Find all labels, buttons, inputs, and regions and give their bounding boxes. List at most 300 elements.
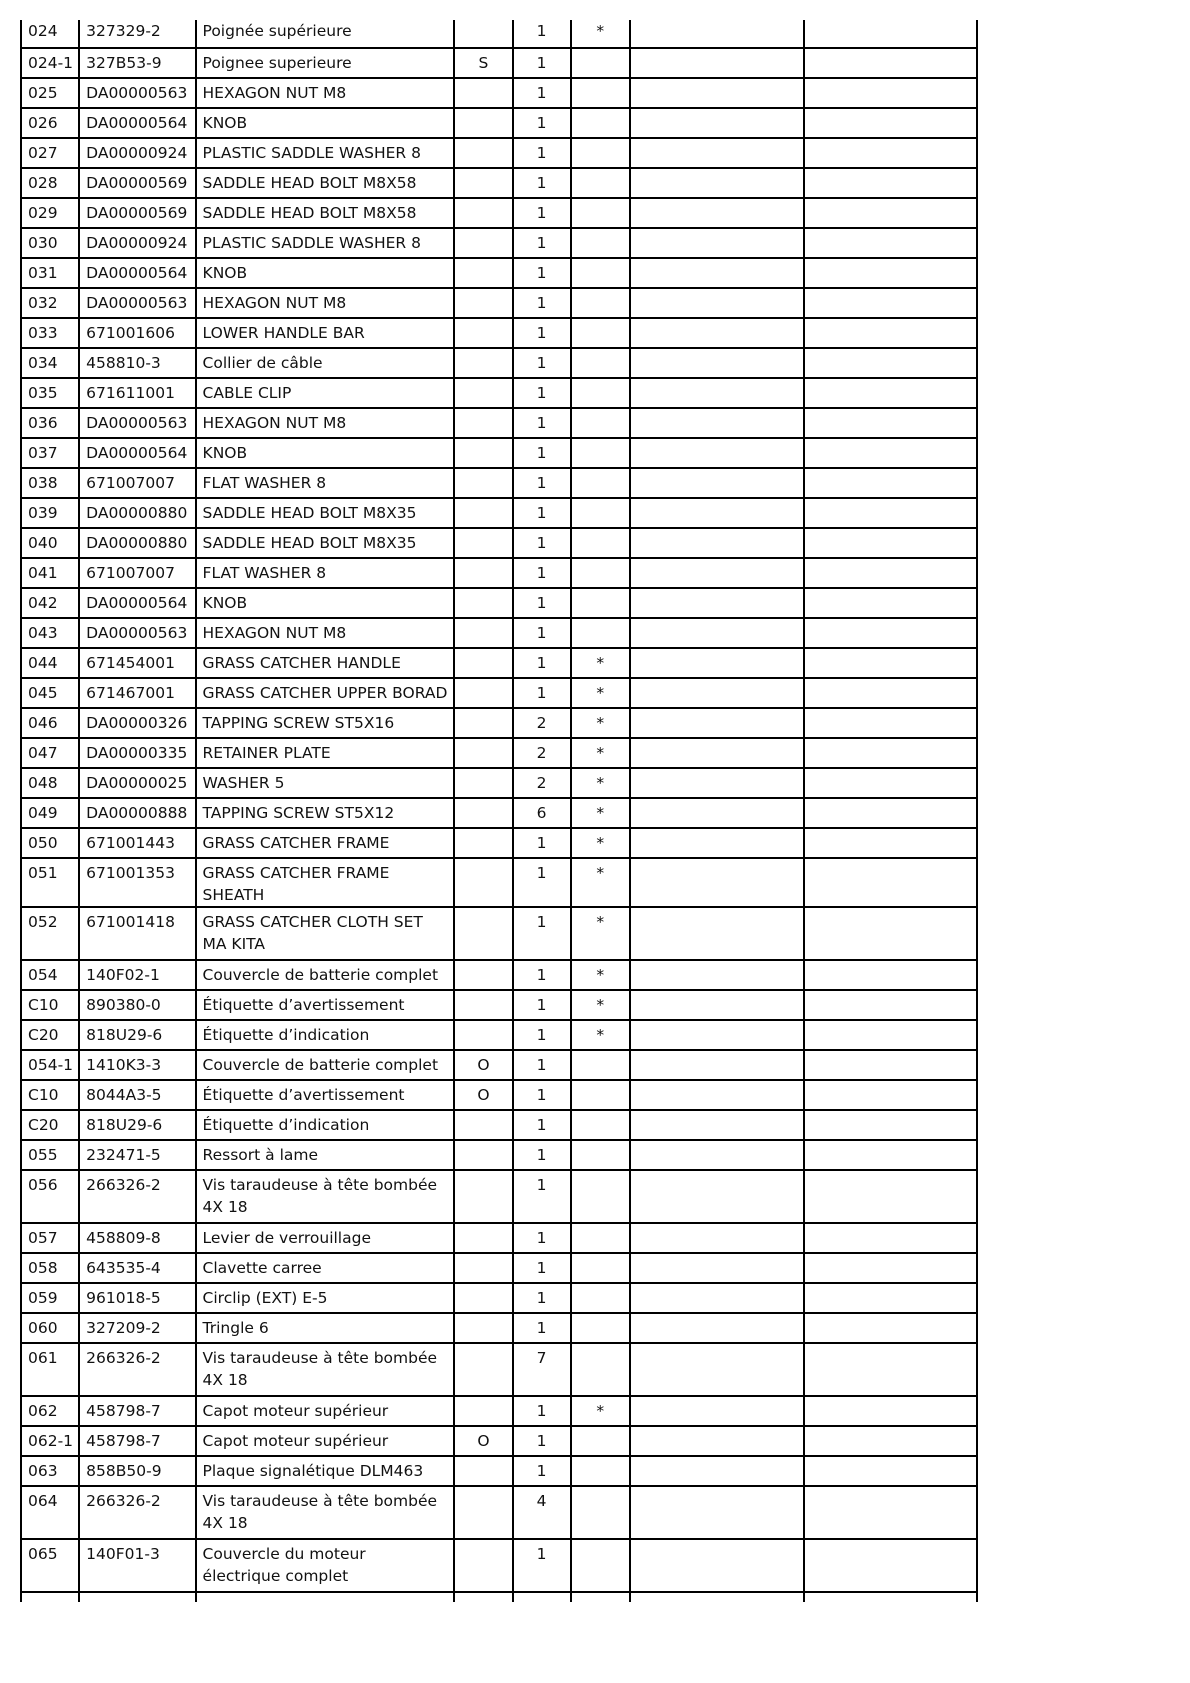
item-number-text: 045	[28, 684, 58, 702]
empty-cell	[630, 1426, 805, 1456]
mark-cell	[571, 48, 630, 78]
part-number-cell	[79, 1539, 195, 1592]
code-cell	[454, 318, 512, 348]
item-number-text: 031	[28, 264, 58, 282]
empty-cell	[630, 1253, 805, 1283]
part-number-text: DA00000564	[86, 444, 188, 462]
quantity-cell	[513, 1426, 571, 1456]
part-number-text: DA00000025	[86, 774, 188, 792]
quantity-text: 1	[536, 1146, 547, 1164]
quantity-cell	[513, 1050, 571, 1080]
mark-text	[572, 139, 629, 143]
empty-cell	[630, 738, 805, 768]
item-number-text: 032	[28, 294, 58, 312]
description-text: Couvercle de batterie complet	[202, 966, 439, 984]
description-text: FLAT WASHER 8	[202, 474, 327, 492]
part-number-text: 266326-2	[86, 1492, 161, 1510]
code-text	[455, 409, 511, 413]
item-number-text: 025	[28, 84, 58, 102]
empty-cell	[804, 1080, 977, 1110]
item-number-cell	[21, 1020, 79, 1050]
description-cell	[196, 1253, 455, 1283]
empty-cell	[630, 768, 805, 798]
item-number-text: 030	[28, 234, 58, 252]
quantity-cell	[513, 1539, 571, 1592]
item-number-text: 038	[28, 474, 58, 492]
mark-cell	[571, 20, 630, 48]
item-number-text: 044	[28, 654, 58, 672]
mark-cell	[571, 438, 630, 468]
quantity-cell	[513, 20, 571, 48]
part-number-text: DA00000569	[86, 204, 188, 222]
mark-text: *	[596, 744, 605, 762]
table-row	[21, 990, 977, 1020]
empty-cell	[804, 78, 977, 108]
description-cell	[196, 960, 455, 990]
item-number-text: 056	[28, 1176, 58, 1194]
mark-text: *	[596, 864, 605, 882]
description-text: HEXAGON NUT M8	[202, 624, 347, 642]
empty-cell	[804, 288, 977, 318]
part-number-text: 266326-2	[86, 1176, 161, 1194]
table-row	[21, 960, 977, 990]
mark-cell	[571, 648, 630, 678]
description-cell	[196, 678, 455, 708]
table-row	[21, 408, 977, 438]
description-cell	[196, 1050, 455, 1080]
code-text	[455, 679, 511, 683]
quantity-text: 1	[536, 564, 547, 582]
empty-cell	[804, 858, 977, 907]
part-number-cell	[79, 378, 195, 408]
part-number-text: 458809-8	[86, 1229, 161, 1247]
description-text: Collier de câble	[202, 354, 323, 372]
item-number-cell	[21, 768, 79, 798]
code-cell	[454, 1313, 512, 1343]
quantity-cell	[513, 48, 571, 78]
quantity-cell	[513, 708, 571, 738]
empty-cell	[630, 288, 805, 318]
mark-text	[572, 439, 629, 443]
quantity-cell	[513, 1283, 571, 1313]
table-row	[21, 1223, 977, 1253]
code-cell	[454, 768, 512, 798]
item-number-text: 040	[28, 534, 58, 552]
empty-cell	[804, 1486, 977, 1539]
quantity-text: 1	[536, 204, 547, 222]
code-text	[455, 709, 511, 713]
code-cell	[454, 1539, 512, 1592]
item-number-text: 029	[28, 204, 58, 222]
empty-cell	[804, 618, 977, 648]
part-number-text: 232471-5	[86, 1146, 161, 1164]
empty-cell	[804, 468, 977, 498]
code-text	[455, 1487, 511, 1491]
empty-cell	[804, 678, 977, 708]
quantity-text: 1	[536, 1319, 547, 1337]
table-row	[21, 1050, 977, 1080]
quantity-text: 1	[536, 834, 547, 852]
quantity-cell	[513, 1313, 571, 1343]
part-number-cell	[79, 48, 195, 78]
description-text: HEXAGON NUT M8	[202, 414, 347, 432]
part-number-text: DA00000326	[86, 714, 188, 732]
mark-cell	[571, 907, 630, 960]
table-row	[21, 618, 977, 648]
code-cell	[454, 138, 512, 168]
description-text: HEXAGON NUT M8	[202, 294, 347, 312]
code-text	[455, 79, 511, 83]
description-cell	[196, 558, 455, 588]
item-number-cell	[21, 138, 79, 168]
part-number-text: 458798-7	[86, 1432, 161, 1450]
part-number-text: DA00000563	[86, 294, 188, 312]
code-text	[455, 1254, 511, 1258]
code-text	[455, 1314, 511, 1318]
item-number-cell	[21, 1313, 79, 1343]
description-text: FLAT WASHER 8	[202, 564, 327, 582]
code-cell	[454, 588, 512, 618]
code-text	[455, 1021, 511, 1025]
description-cell	[196, 1170, 455, 1223]
table-row	[21, 1140, 977, 1170]
code-text	[455, 289, 511, 293]
part-number-text: 1410K3-3	[86, 1056, 162, 1074]
table-row	[21, 438, 977, 468]
mark-cell	[571, 858, 630, 907]
quantity-text: 1	[536, 534, 547, 552]
part-number-text: DA00000563	[86, 624, 188, 642]
empty-cell	[804, 990, 977, 1020]
quantity-cell	[513, 1110, 571, 1140]
item-number-text: 061	[28, 1349, 58, 1367]
mark-cell	[571, 1223, 630, 1253]
empty-cell	[630, 1343, 805, 1396]
code-cell	[454, 468, 512, 498]
empty-cell	[804, 1456, 977, 1486]
table-row	[21, 378, 977, 408]
mark-cell	[571, 1396, 630, 1426]
item-number-text: 049	[28, 804, 58, 822]
part-number-cell	[79, 1456, 195, 1486]
item-number-text: C20	[28, 1116, 59, 1134]
description-cell	[196, 828, 455, 858]
description-cell	[196, 618, 455, 648]
quantity-cell	[513, 858, 571, 907]
mark-text	[572, 1427, 629, 1431]
mark-text	[572, 409, 629, 413]
empty-cell	[804, 738, 977, 768]
description-text: Vis taraudeuse à tête bombée 4X 18	[202, 1492, 438, 1532]
item-number-text: 060	[28, 1319, 58, 1337]
item-number-text: 054-1	[28, 1056, 74, 1074]
quantity-cell	[513, 1223, 571, 1253]
quantity-cell	[513, 258, 571, 288]
empty-cell	[804, 1343, 977, 1396]
mark-text: *	[596, 966, 605, 984]
description-text: Vis taraudeuse à tête bombée 4X 18	[202, 1349, 438, 1389]
empty-cell	[630, 1020, 805, 1050]
item-number-text: 039	[28, 504, 58, 522]
mark-cell	[571, 198, 630, 228]
quantity-cell	[513, 1396, 571, 1426]
empty-cell	[630, 1313, 805, 1343]
item-number-cell	[21, 1080, 79, 1110]
part-number-text: 671007007	[86, 474, 175, 492]
item-number-text: C20	[28, 1026, 59, 1044]
quantity-cell	[513, 348, 571, 378]
part-number-text: 858B50-9	[86, 1462, 162, 1480]
code-cell	[454, 48, 512, 78]
item-number-text: 064	[28, 1492, 58, 1510]
empty-cell	[454, 1592, 512, 1602]
mark-text	[572, 1224, 629, 1228]
code-cell	[454, 348, 512, 378]
part-number-cell	[79, 1313, 195, 1343]
item-number-cell	[21, 48, 79, 78]
mark-cell	[571, 1050, 630, 1080]
item-number-cell	[21, 1539, 79, 1592]
item-number-text: 054	[28, 966, 58, 984]
part-number-text: DA00000924	[86, 234, 188, 252]
quantity-text: 1	[536, 913, 547, 931]
code-cell	[454, 528, 512, 558]
item-number-text: 026	[28, 114, 58, 132]
table-row	[21, 1170, 977, 1223]
quantity-text: 1	[536, 654, 547, 672]
empty-cell	[804, 1140, 977, 1170]
quantity-text: 1	[536, 114, 547, 132]
empty-cell	[630, 138, 805, 168]
mark-text	[572, 319, 629, 323]
empty-cell	[804, 1020, 977, 1050]
mark-cell	[571, 468, 630, 498]
mark-cell	[571, 588, 630, 618]
empty-cell	[804, 1283, 977, 1313]
item-number-cell	[21, 378, 79, 408]
part-number-text: DA00000569	[86, 174, 188, 192]
item-number-cell	[21, 168, 79, 198]
mark-text	[572, 589, 629, 593]
quantity-text: 1	[536, 1432, 547, 1450]
description-cell	[196, 438, 455, 468]
quantity-cell	[513, 1170, 571, 1223]
part-number-cell	[79, 20, 195, 48]
empty-cell	[630, 858, 805, 907]
item-number-cell	[21, 1050, 79, 1080]
quantity-text: 7	[536, 1349, 547, 1367]
description-text: PLASTIC SADDLE WASHER 8	[202, 234, 421, 252]
item-number-cell	[21, 288, 79, 318]
part-number-text: 671007007	[86, 564, 175, 582]
mark-cell	[571, 738, 630, 768]
mark-cell	[571, 378, 630, 408]
table-row	[21, 1486, 977, 1539]
empty-cell	[630, 1110, 805, 1140]
part-number-text: 671467001	[86, 684, 175, 702]
part-number-text: 818U29-6	[86, 1026, 163, 1044]
code-text	[455, 908, 511, 912]
empty-cell	[79, 1592, 195, 1602]
quantity-text: 1	[536, 324, 547, 342]
part-number-cell	[79, 78, 195, 108]
code-text	[455, 379, 511, 383]
table-row	[21, 528, 977, 558]
empty-cell	[804, 1313, 977, 1343]
description-text: Levier de verrouillage	[202, 1229, 371, 1247]
description-text: KNOB	[202, 114, 248, 132]
quantity-text: 1	[536, 84, 547, 102]
code-cell	[454, 258, 512, 288]
quantity-text: 1	[536, 1176, 547, 1194]
empty-cell	[196, 1592, 455, 1602]
description-text: Étiquette d’avertissement	[202, 996, 405, 1014]
empty-cell	[804, 498, 977, 528]
quantity-cell	[513, 1486, 571, 1539]
table-row	[21, 1283, 977, 1313]
part-number-cell	[79, 960, 195, 990]
mark-text	[572, 1284, 629, 1288]
table-row	[21, 558, 977, 588]
code-text	[455, 649, 511, 653]
mark-text	[572, 559, 629, 563]
code-text	[455, 20, 511, 21]
part-number-cell	[79, 1020, 195, 1050]
quantity-text: 1	[536, 234, 547, 252]
quantity-cell	[513, 907, 571, 960]
empty-cell	[630, 990, 805, 1020]
code-text	[455, 769, 511, 773]
code-cell	[454, 990, 512, 1020]
parts-list-body	[21, 20, 977, 1602]
code-cell	[454, 1456, 512, 1486]
description-text: RETAINER PLATE	[202, 744, 331, 762]
description-cell	[196, 1110, 455, 1140]
quantity-cell	[513, 1020, 571, 1050]
mark-text	[572, 1171, 629, 1175]
table-row	[21, 78, 977, 108]
part-number-text: 671454001	[86, 654, 175, 672]
code-cell	[454, 1110, 512, 1140]
mark-text: *	[596, 684, 605, 702]
empty-cell	[804, 1223, 977, 1253]
part-number-text: 327B53-9	[86, 54, 162, 72]
description-text: SADDLE HEAD BOLT M8X35	[202, 504, 417, 522]
mark-text	[572, 169, 629, 173]
part-number-text: 671611001	[86, 384, 175, 402]
empty-cell	[804, 1396, 977, 1426]
code-cell	[454, 1486, 512, 1539]
part-number-text: DA00000564	[86, 594, 188, 612]
quantity-text: 1	[536, 966, 547, 984]
code-cell	[454, 738, 512, 768]
empty-cell	[630, 198, 805, 228]
empty-cell	[804, 168, 977, 198]
empty-cell	[804, 348, 977, 378]
code-text	[455, 1284, 511, 1288]
mark-cell	[571, 708, 630, 738]
empty-cell	[804, 558, 977, 588]
part-number-text: DA00000880	[86, 504, 188, 522]
mark-cell	[571, 168, 630, 198]
item-number-text: C10	[28, 1086, 59, 1104]
mark-cell	[571, 828, 630, 858]
part-number-text: 458798-7	[86, 1402, 161, 1420]
code-text	[455, 109, 511, 113]
table-row	[21, 738, 977, 768]
description-cell	[196, 1456, 455, 1486]
empty-cell	[630, 708, 805, 738]
item-number-text: 059	[28, 1289, 58, 1307]
mark-text: *	[596, 1402, 605, 1420]
description-cell	[196, 1539, 455, 1592]
item-number-cell	[21, 858, 79, 907]
item-number-cell	[21, 468, 79, 498]
description-cell	[196, 408, 455, 438]
item-number-cell	[21, 20, 79, 48]
mark-cell	[571, 1343, 630, 1396]
mark-text	[572, 1457, 629, 1461]
part-number-cell	[79, 798, 195, 828]
code-text	[455, 859, 511, 863]
empty-cell	[804, 907, 977, 960]
quantity-cell	[513, 288, 571, 318]
part-number-cell	[79, 528, 195, 558]
empty-cell	[804, 1592, 977, 1602]
mark-text	[572, 289, 629, 293]
empty-cell	[630, 1592, 805, 1602]
description-text: Étiquette d’indication	[202, 1026, 370, 1044]
quantity-text: 4	[536, 1492, 547, 1510]
part-number-cell	[79, 438, 195, 468]
empty-cell	[630, 798, 805, 828]
part-number-cell	[79, 1253, 195, 1283]
description-text: Couvercle de batterie complet	[202, 1056, 439, 1074]
part-number-text: DA00000564	[86, 264, 188, 282]
code-cell	[454, 1396, 512, 1426]
part-number-cell	[79, 858, 195, 907]
code-cell	[454, 408, 512, 438]
table-row	[21, 348, 977, 378]
quantity-cell	[513, 1343, 571, 1396]
code-text	[455, 169, 511, 173]
quantity-cell	[513, 768, 571, 798]
code-text	[455, 1224, 511, 1228]
mark-text: *	[596, 774, 605, 792]
part-number-cell	[79, 1396, 195, 1426]
description-cell	[196, 108, 455, 138]
part-number-text: 671001418	[86, 913, 175, 931]
item-number-cell	[21, 438, 79, 468]
part-number-cell	[79, 228, 195, 258]
quantity-cell	[513, 738, 571, 768]
description-text: CABLE CLIP	[202, 384, 292, 402]
part-number-cell	[79, 768, 195, 798]
code-text: S	[478, 54, 489, 72]
code-text	[455, 499, 511, 503]
code-text: O	[477, 1432, 490, 1450]
mark-text	[572, 109, 629, 113]
part-number-cell	[79, 1050, 195, 1080]
item-number-cell	[21, 1110, 79, 1140]
empty-cell	[630, 1539, 805, 1592]
mark-text	[572, 1540, 629, 1544]
part-number-cell	[79, 1140, 195, 1170]
item-number-cell	[21, 198, 79, 228]
item-number-text: 036	[28, 414, 58, 432]
part-number-cell	[79, 108, 195, 138]
code-cell	[454, 858, 512, 907]
